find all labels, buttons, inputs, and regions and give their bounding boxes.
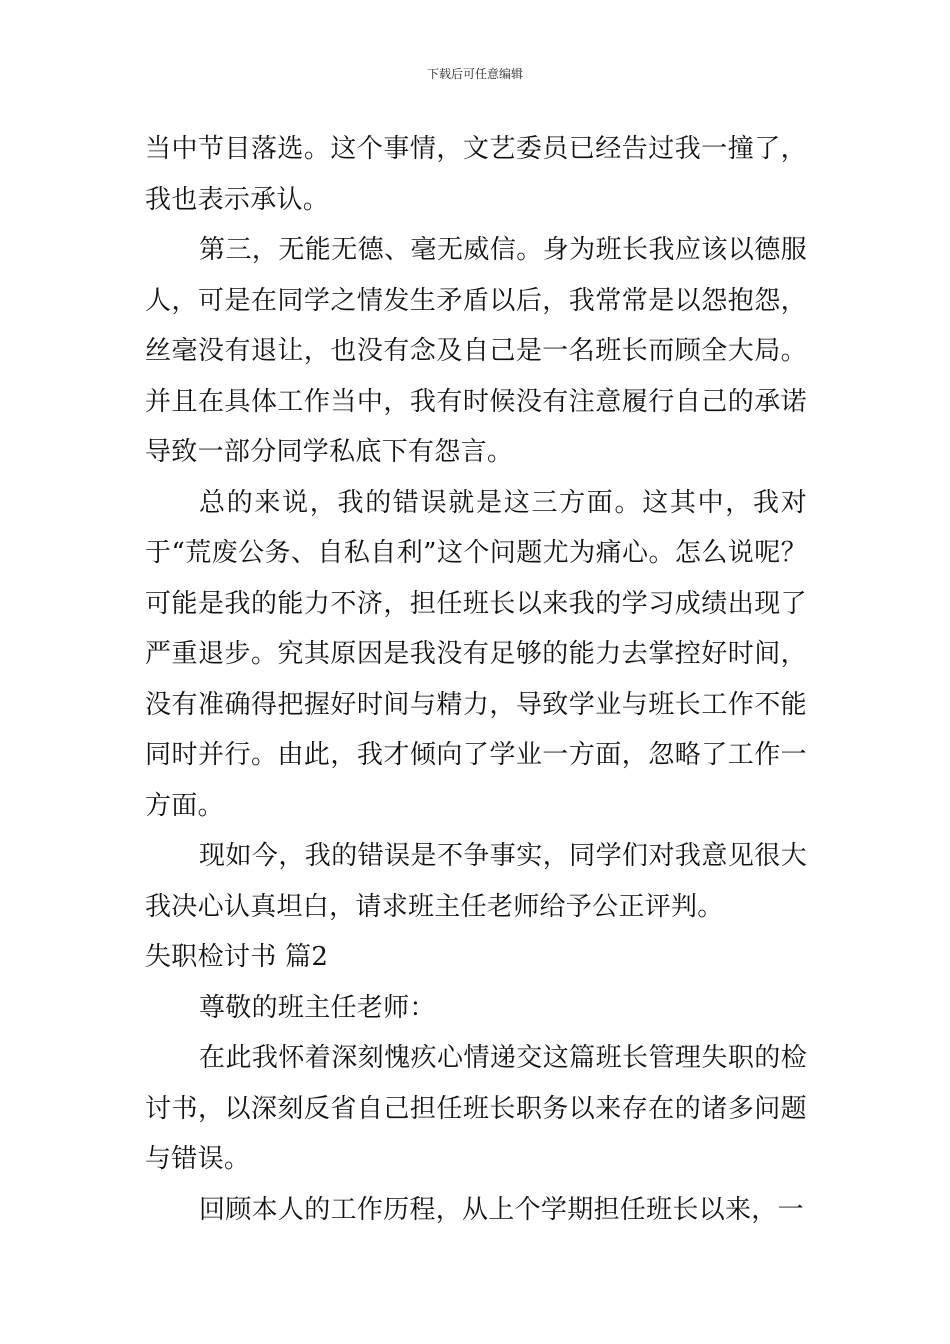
- paragraph-2: 第三，无能无德、毫无威信。身为班长我应该以德服人，可是在同学之情发生矛盾以后，我常常是以怨抱怨，丝毫没有退让，也没有念及自己是一名班长而顾全大局。并且在具体工作当中，我有时候没有注意履行自己的承诺导致一部分同学私底下有怨言。: [145, 235, 807, 467]
- salutation: 尊敬的班主任老师：: [199, 992, 436, 1023]
- paragraph-4: 现如今，我的错误是不争事实，同学们对我意见很大我决心认真坦白，请求班主任老师给予公正评判。: [145, 841, 807, 922]
- document-body: [145, 124, 807, 1235]
- section2-paragraph-2: 回顾本人的工作历程，从上个学期担任班长以来，一: [199, 1194, 804, 1225]
- section-title: 失职检讨书 篇2: [145, 942, 329, 972]
- paragraph-1: 当中节目落选。这个事情，文艺委员已经告过我一撞了，我也表示承认。: [145, 134, 807, 215]
- paragraph-3: 总的来说，我的错误就是这三方面。这其中，我对于“荒废公务、自私自利”这个问题尤为痛心。怎么说呢？可能是我的能力不济，担任班长以来我的学习成绩出现了严重退步。究其原因是我没有足够的能力去掌控好时间，没有准确得把握好时间与精力，导致学业与班长工作不能同时并行。由此，我才倾向了学业一方面，忽略了工作一方面。: [145, 487, 807, 821]
- page-header: 下载后可任意编辑: [426, 67, 523, 81]
- section2-paragraph-1: 在此我怀着深刻愧疚心情递交这篇班长管理失职的检讨书，以深刻反省自己担任班长职务以来存在的诸多问题与错误。: [145, 1043, 807, 1174]
